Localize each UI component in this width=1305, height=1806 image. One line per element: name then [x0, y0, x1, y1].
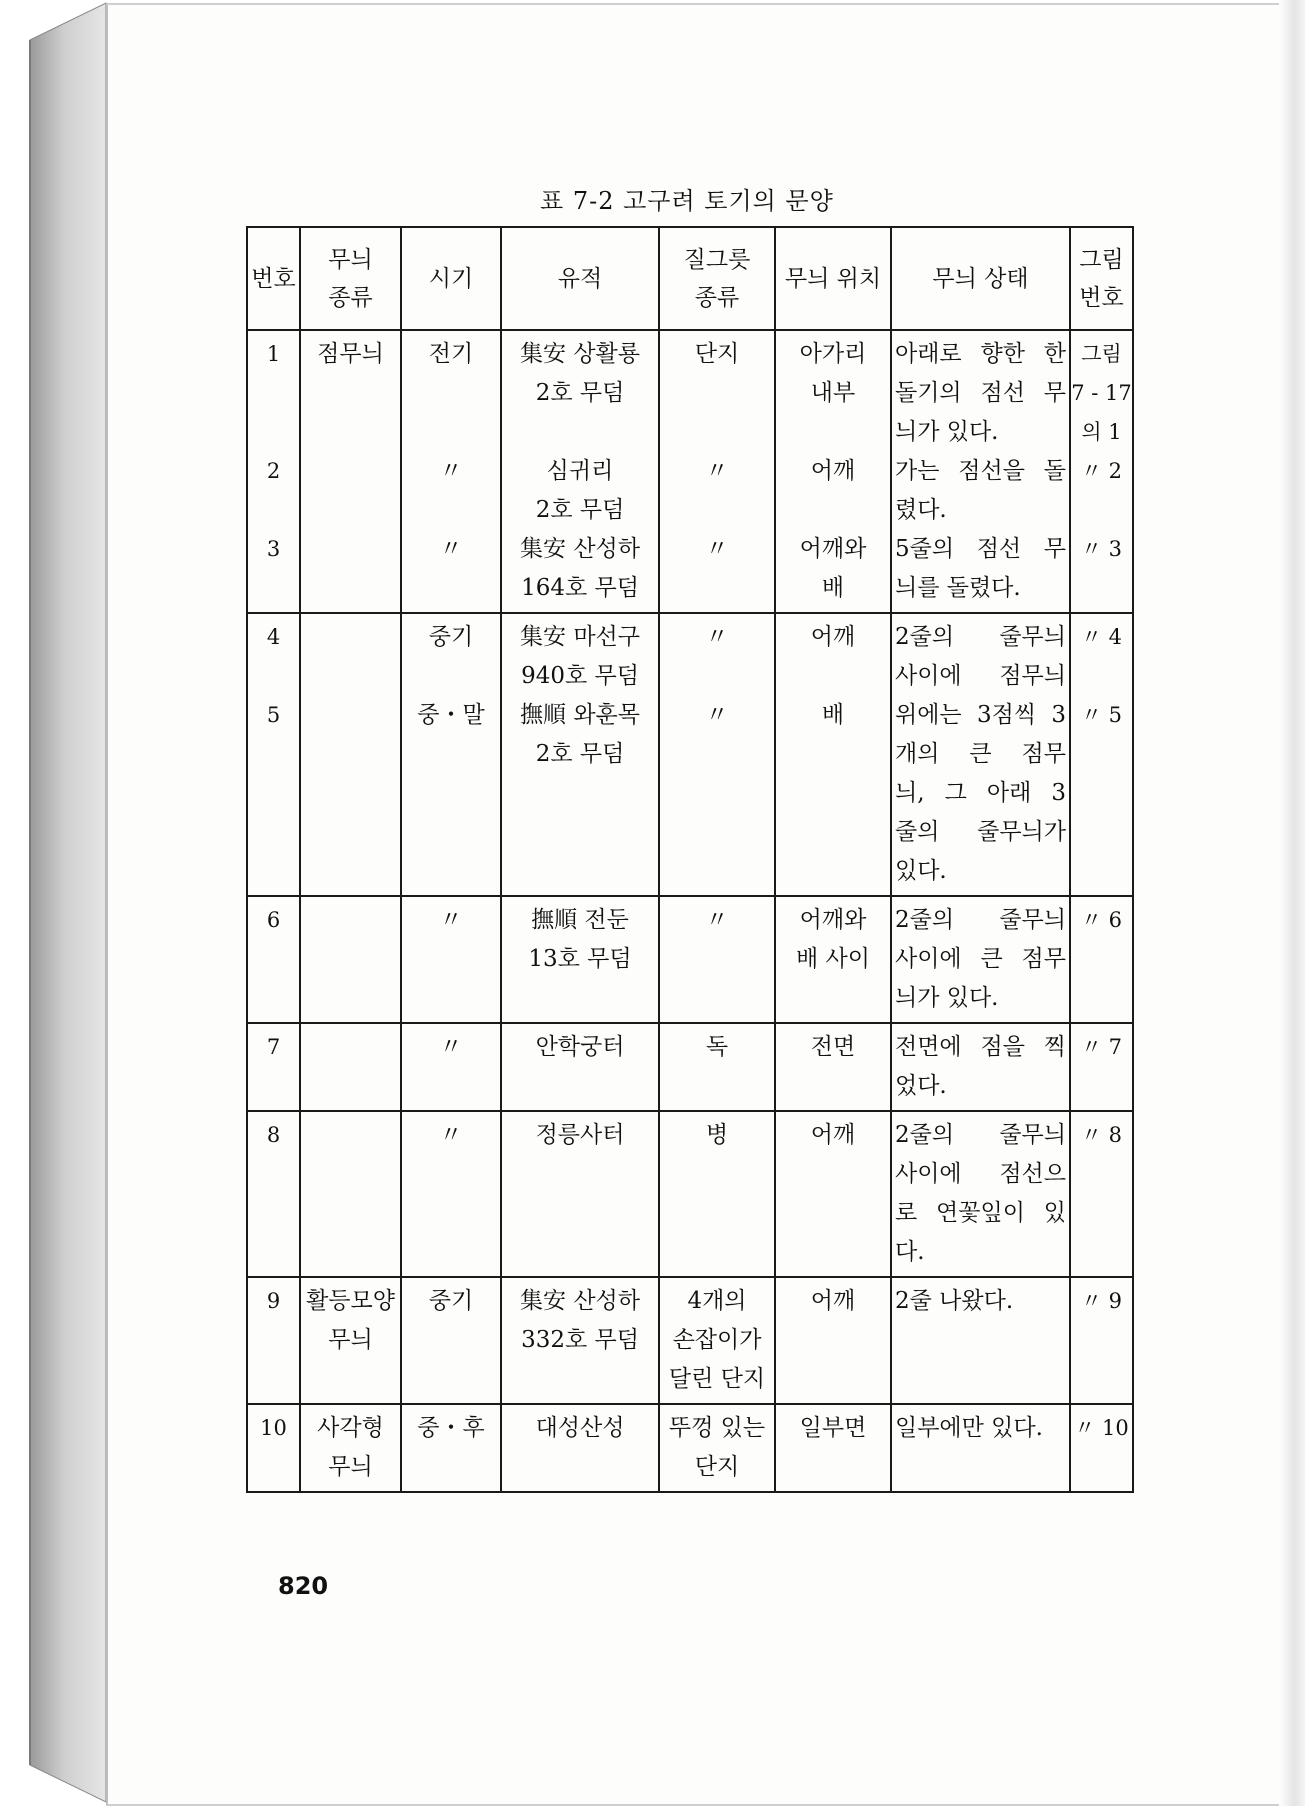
- cell-line: 〃: [705, 536, 729, 562]
- cell-line: [248, 491, 299, 530]
- cell-line: [301, 1116, 400, 1155]
- cell-line: 6: [266, 908, 281, 932]
- table-row: [247, 1277, 1133, 1404]
- header-pattern-type: [300, 227, 401, 330]
- header-line: 무늬 상태: [932, 265, 1029, 292]
- cell-line: [660, 813, 774, 852]
- cell-line: [248, 374, 299, 413]
- cell-pattern-position: [775, 896, 891, 1023]
- cell-line: 배 사이: [796, 946, 870, 972]
- cell-line: 가는 점선을 돌: [895, 458, 1066, 484]
- cell-line: 늬를 돌렸다.: [895, 575, 1021, 601]
- cell-period: [401, 330, 501, 613]
- cell-line: 어깨: [810, 458, 856, 484]
- cell-line: 사이에 큰 점무: [895, 946, 1066, 972]
- cell-line: [776, 774, 890, 813]
- cell-line: 정릉사터: [535, 1122, 625, 1148]
- cell-line: 10: [260, 1416, 287, 1440]
- cell-line: 일부면: [799, 1415, 867, 1441]
- cell-pattern-type: [300, 330, 401, 613]
- cell-line: [248, 813, 299, 852]
- cell-line: 달린 단지: [668, 1366, 766, 1392]
- cell-number: [247, 1111, 300, 1277]
- cell-line: 늬가 있다.: [895, 419, 999, 445]
- cell-line: 〃: [439, 536, 463, 562]
- cell-line: [248, 735, 299, 774]
- table-body: [247, 330, 1133, 1492]
- cell-line: [660, 491, 774, 530]
- cell-figure-number: [1070, 613, 1133, 896]
- cell-line: [660, 569, 774, 608]
- cell-pattern-state: [891, 1111, 1070, 1277]
- table-row: [247, 1404, 1133, 1492]
- cell-line: 〃: [705, 702, 729, 728]
- cell-line: 전기: [428, 341, 474, 367]
- cell-line: 4개의: [687, 1288, 747, 1314]
- cell-line: 어깨와: [799, 536, 867, 562]
- cell-line: 〃 2: [1080, 459, 1123, 483]
- table-header-row: [247, 227, 1133, 330]
- cell-line: 332호 무덤: [521, 1327, 639, 1353]
- cell-pattern-type: [300, 1404, 401, 1492]
- header-line: 종류: [694, 284, 740, 311]
- cell-vessel-type: [659, 1404, 775, 1492]
- cell-pattern-position: [775, 1277, 891, 1404]
- cell-line: [776, 813, 890, 852]
- cell-line: 점무늬: [317, 341, 384, 367]
- header-pattern-position: [775, 227, 891, 330]
- cell-period: [401, 1111, 501, 1277]
- cell-line: 어깨와: [799, 907, 867, 933]
- cell-period: [401, 613, 501, 896]
- cell-line: 무늬: [328, 1327, 373, 1353]
- cell-figure-number: [1070, 896, 1133, 1023]
- cell-line: [660, 374, 774, 413]
- cell-line: [402, 813, 500, 852]
- cell-line: 줄의 줄무늬가: [895, 819, 1066, 845]
- cell-line: 다.: [895, 1239, 925, 1265]
- table-row: [247, 613, 1133, 896]
- cell-line: 撫順 와훈목: [520, 702, 640, 728]
- cell-line: [1071, 735, 1132, 774]
- cell-line: 배: [821, 702, 845, 728]
- cell-line: 集安 마선구: [520, 624, 640, 650]
- table-row: [247, 1023, 1133, 1111]
- header-vessel-type: [659, 227, 775, 330]
- cell-pattern-type: [300, 896, 401, 1023]
- cell-vessel-type: [659, 896, 775, 1023]
- cell-line: [1071, 657, 1132, 696]
- cell-line: [1071, 774, 1132, 813]
- cell-pattern-position: [775, 613, 891, 896]
- cell-line: 9: [266, 1289, 281, 1313]
- cell-pattern-position: [775, 330, 891, 613]
- cell-line: 무늬: [328, 1454, 373, 1480]
- cell-pattern-type: [300, 1111, 401, 1277]
- cell-line: 사각형: [317, 1415, 384, 1441]
- cell-line: 集安 산성하: [520, 1288, 640, 1314]
- cell-number: [247, 1023, 300, 1111]
- page-number: 820: [278, 1572, 329, 1600]
- cell-pattern-position: [775, 1023, 891, 1111]
- cell-line: 로 연꽃잎이 있: [895, 1200, 1066, 1226]
- cell-figure-number: [1070, 1277, 1133, 1404]
- cell-line: 2: [266, 459, 281, 483]
- cell-line: 손잡이가: [672, 1327, 762, 1353]
- cell-line: 〃: [705, 458, 729, 484]
- cell-line: 7: [266, 1035, 281, 1059]
- cell-number: [247, 1404, 300, 1492]
- cell-line: 164호 무덤: [521, 575, 639, 601]
- cell-line: 일부에만 있다.: [895, 1415, 1043, 1441]
- cell-line: 3: [266, 537, 281, 561]
- cell-line: 돌기의 점선 무: [895, 380, 1066, 406]
- cell-pattern-type: [300, 1277, 401, 1404]
- cell-line: 단지: [694, 341, 740, 367]
- cell-line: [248, 569, 299, 608]
- header-pattern-state: [891, 227, 1070, 330]
- header-line: 질그릇: [683, 246, 751, 273]
- cell-line: 撫順 전둔: [531, 907, 629, 933]
- cell-period: [401, 1023, 501, 1111]
- cell-line: 2호 무덤: [535, 497, 625, 523]
- cell-line: [776, 735, 890, 774]
- cell-period: [401, 1277, 501, 1404]
- cell-line: 중기: [428, 1288, 474, 1314]
- cell-line: [660, 774, 774, 813]
- cell-line: [776, 852, 890, 891]
- cell-line: 어깨: [810, 1122, 856, 1148]
- cell-pattern-type: [300, 1023, 401, 1111]
- cell-line: [402, 491, 500, 530]
- cell-number: [247, 330, 300, 613]
- cell-line: 렸다.: [895, 497, 947, 523]
- cell-vessel-type: [659, 1111, 775, 1277]
- cell-line: [301, 901, 400, 940]
- cell-pattern-state: [891, 613, 1070, 896]
- table-caption: 표 7-2 고구려 토기의 문양: [540, 187, 834, 215]
- cell-site: [501, 1111, 659, 1277]
- cell-line: [1071, 813, 1132, 852]
- cell-line: [402, 852, 500, 891]
- cell-site: [501, 1023, 659, 1111]
- cell-line: 〃 10: [1074, 1416, 1129, 1440]
- cell-line: [660, 657, 774, 696]
- cell-period: [401, 1404, 501, 1492]
- cell-line: [402, 413, 500, 452]
- cell-figure-number: [1070, 1023, 1133, 1111]
- cell-line: 2줄의 줄무늬: [895, 1122, 1066, 1148]
- cell-line: 내부: [810, 380, 856, 406]
- cell-line: [248, 852, 299, 891]
- table-row: [247, 1111, 1133, 1277]
- header-figure-number: [1070, 227, 1133, 330]
- cell-line: 集安 산성하: [520, 536, 640, 562]
- cell-pattern-state: [891, 1277, 1070, 1404]
- cell-line: 어깨: [810, 1288, 856, 1314]
- cell-line: [776, 491, 890, 530]
- cell-line: [1071, 852, 1132, 891]
- cell-line: 1: [266, 342, 281, 366]
- header-line: 유적: [557, 265, 603, 292]
- cell-line: 〃 8: [1080, 1123, 1123, 1147]
- cell-line: 5: [266, 703, 281, 727]
- cell-line: 뚜껑 있는: [668, 1415, 766, 1441]
- cell-line: 전면: [810, 1034, 856, 1060]
- cell-pattern-state: [891, 1023, 1070, 1111]
- header-line: 그림: [1079, 246, 1124, 273]
- cell-number: [247, 1277, 300, 1404]
- header-line: 번호: [251, 265, 296, 292]
- header-line: 무늬 위치: [784, 265, 882, 292]
- cell-line: 〃: [439, 907, 463, 933]
- cell-line: 아가리: [799, 341, 867, 367]
- cell-line: 〃 7: [1080, 1035, 1123, 1059]
- header-number: [247, 227, 300, 330]
- cell-line: [402, 735, 500, 774]
- cell-vessel-type: [659, 613, 775, 896]
- cell-line: 사이에 점무늬: [895, 663, 1066, 689]
- cell-line: 늬가 있다.: [895, 985, 999, 1011]
- cell-line: 활등모양: [306, 1288, 395, 1314]
- cell-line: [660, 852, 774, 891]
- cell-line: 集安 상활룡: [520, 341, 640, 367]
- cell-line: 배: [821, 575, 845, 601]
- table-row: [247, 330, 1133, 613]
- header-site: [501, 227, 659, 330]
- cell-line: 2호 무덤: [535, 380, 625, 406]
- cell-pattern-state: [891, 896, 1070, 1023]
- cell-line: [502, 813, 658, 852]
- cell-line: 안학궁터: [535, 1034, 625, 1060]
- cell-line: 중・말: [417, 702, 485, 728]
- cell-line: 그림: [1081, 342, 1122, 366]
- cell-pattern-type: [300, 613, 401, 896]
- header-line: 종류: [328, 284, 373, 311]
- cell-line: 2줄 나왔다.: [895, 1288, 1014, 1314]
- cell-line: [248, 774, 299, 813]
- cell-period: [401, 896, 501, 1023]
- cell-line: 위에는 3점씩 3: [895, 702, 1066, 728]
- cell-figure-number: [1070, 330, 1133, 613]
- cell-line: 2호 무덤: [535, 741, 625, 767]
- cell-line: 단지: [694, 1454, 740, 1480]
- cell-line: 사이에 점선으: [895, 1161, 1066, 1187]
- cell-line: 의 1: [1081, 420, 1122, 444]
- cell-site: [501, 896, 659, 1023]
- cell-vessel-type: [659, 330, 775, 613]
- header-line: 번호: [1079, 284, 1124, 311]
- cell-line: 940호 무덤: [521, 663, 639, 689]
- cell-line: 〃 4: [1080, 625, 1123, 649]
- cell-line: 13호 무덤: [528, 946, 632, 972]
- cell-line: 5줄의 점선 무: [895, 536, 1066, 562]
- cell-figure-number: [1070, 1111, 1133, 1277]
- cell-line: [402, 569, 500, 608]
- cell-line: 2줄의 줄무늬: [895, 624, 1066, 650]
- cell-pattern-state: [891, 1404, 1070, 1492]
- cell-line: [402, 774, 500, 813]
- cell-site: [501, 1277, 659, 1404]
- cell-line: [660, 735, 774, 774]
- cell-line: [502, 774, 658, 813]
- cell-vessel-type: [659, 1277, 775, 1404]
- book-spine: [0, 0, 110, 1806]
- cell-line: 어깨: [810, 624, 856, 650]
- cell-line: [248, 413, 299, 452]
- cell-line: 있다.: [895, 858, 947, 884]
- cell-vessel-type: [659, 1023, 775, 1111]
- cell-site: [501, 330, 659, 613]
- cell-line: 아래로 향한 한: [895, 341, 1066, 367]
- cell-line: 2줄의 줄무늬: [895, 907, 1066, 933]
- page-edge-shadow: [1279, 0, 1305, 1806]
- cell-line: [402, 657, 500, 696]
- cell-line: [301, 618, 400, 657]
- header-line: 시기: [428, 265, 474, 292]
- cell-line: 개의 큰 점무: [895, 741, 1066, 767]
- cell-number: [247, 896, 300, 1023]
- cell-line: 〃 5: [1080, 703, 1123, 727]
- cell-line: 〃: [439, 458, 463, 484]
- cell-line: 〃: [439, 1034, 463, 1060]
- cell-line: 8: [266, 1123, 281, 1147]
- cell-line: 〃: [705, 907, 729, 933]
- cell-line: [660, 413, 774, 452]
- cell-line: [1071, 569, 1132, 608]
- cell-line: 심귀리: [546, 458, 614, 484]
- table-row: [247, 896, 1133, 1023]
- cell-line: [776, 657, 890, 696]
- cell-pattern-state: [891, 330, 1070, 613]
- cell-line: [502, 413, 658, 452]
- header-line: 무늬: [328, 246, 373, 273]
- cell-site: [501, 1404, 659, 1492]
- cell-line: 〃: [705, 624, 729, 650]
- cell-line: 중・후: [417, 1415, 485, 1441]
- cell-line: [502, 852, 658, 891]
- cell-line: [402, 374, 500, 413]
- cell-line: 전면에 점을 찍: [895, 1034, 1066, 1060]
- cell-line: 대성산성: [535, 1415, 625, 1441]
- cell-line: [776, 413, 890, 452]
- cell-figure-number: [1070, 1404, 1133, 1492]
- cell-line: 〃: [439, 1122, 463, 1148]
- cell-line: 〃 3: [1080, 537, 1123, 561]
- cell-line: [301, 1028, 400, 1067]
- cell-site: [501, 613, 659, 896]
- cell-line: 었다.: [895, 1073, 947, 1099]
- cell-line: 4: [266, 625, 281, 649]
- cell-line: 늬, 그 아래 3: [895, 780, 1066, 806]
- pattern-table: [246, 226, 1134, 1493]
- header-period: [401, 227, 501, 330]
- cell-line: 병: [705, 1122, 729, 1148]
- cell-line: 7 - 17: [1071, 381, 1132, 405]
- cell-pattern-position: [775, 1404, 891, 1492]
- cell-line: 중기: [428, 624, 474, 650]
- cell-number: [247, 613, 300, 896]
- cell-pattern-position: [775, 1111, 891, 1277]
- cell-line: [1071, 491, 1132, 530]
- cell-line: 〃 6: [1080, 908, 1123, 932]
- cell-line: [248, 657, 299, 696]
- cell-line: 독: [705, 1034, 729, 1060]
- cell-line: 〃 9: [1080, 1289, 1123, 1313]
